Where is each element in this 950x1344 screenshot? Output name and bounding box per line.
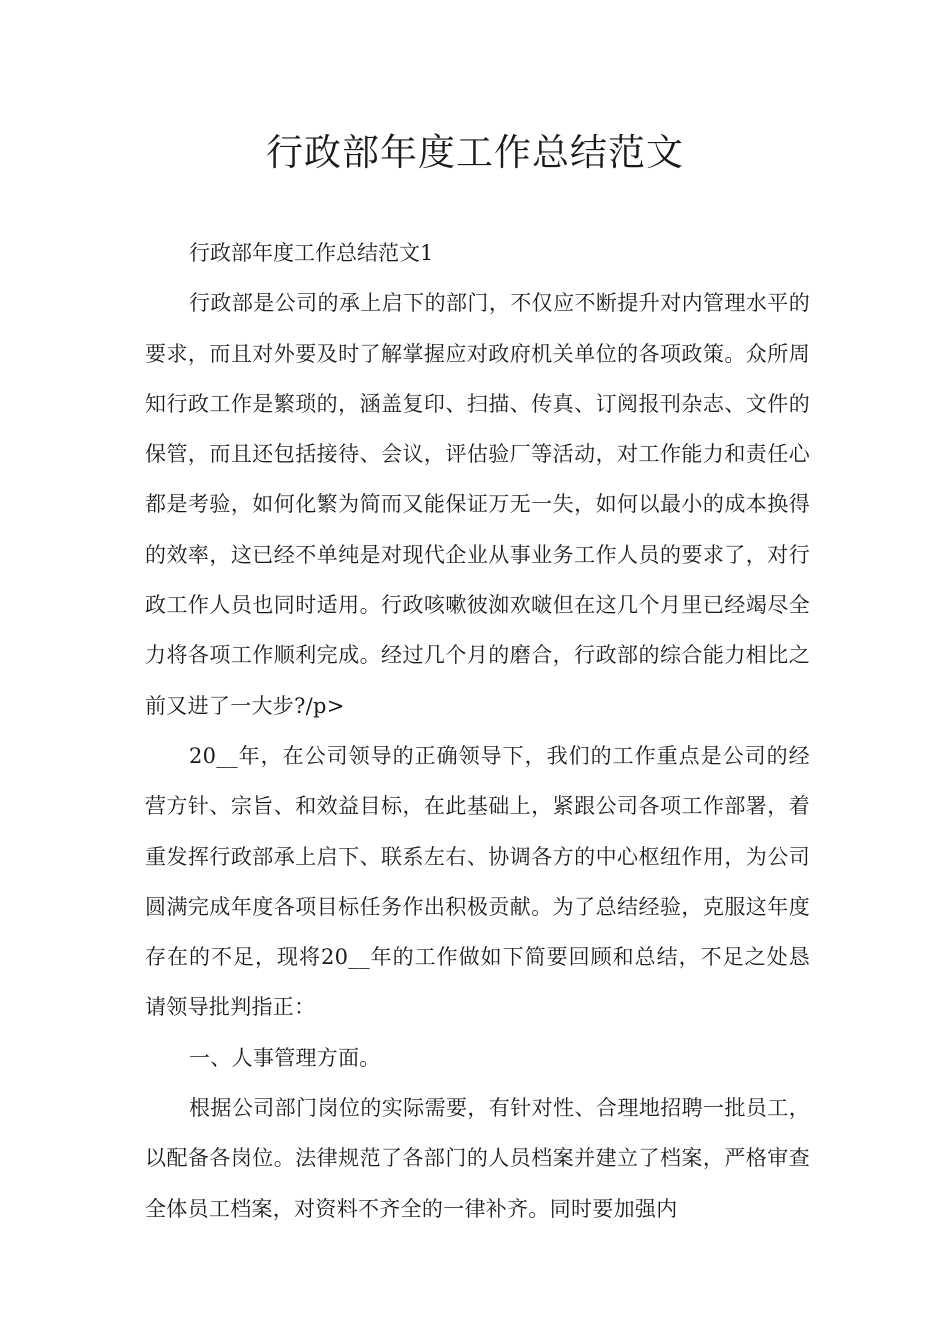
document-title: 行政部年度工作总结范文 xyxy=(266,131,684,174)
paragraph-hr: 根据公司部门岗位的实际需要，有针对性、合理地招聘一批员工，以配备各岗位。法律规范了各部门的人员档案并建立了档案，严格审查全体员工档案，对资料不齐全的一律补齐。同时要加强内 xyxy=(145,1096,810,1221)
paragraph-overview: 20__年，在公司领导的正确领导下，我们的工作重点是公司的经营方针、宗旨、和效益目标，在此基础上，紧跟公司各项工作部署，着重发挥行政部承上启下、联系左右、协调各方的中心枢纽作用，为公司圆满完成年度各项目标任务作出积极贡献。为了总结经验，克服这年度存在的不足，现将20__年的工作做如下简要回顾和总结，不足之处恳请领导批判指正： xyxy=(145,743,810,1020)
paragraph-intro: 行政部是公司的承上启下的部门，不仅应不断提升对内管理水平的要求，而且对外要及时了解掌握应对政府机关单位的各项政策。众所周知行政工作是繁琐的，涵盖复印、扫描、传真、订阅报刊杂志、文件的保管，而且还包括接待、会议，评估验厂等活动，对工作能力和责任心都是考验，如何化繁为简而又能保证万无一失，如何以最小的成本换得的效率，这已经不单纯是对现代企业从事业务工作人员的要求了，对行政工作人员也同时适用。行政咳嗽彼洳欢啵但在这几个月里已经竭尽全力将各项工作顺利完成。经过几个月的磨合，行政部的综合能力相比之前又进了一大步?/p> xyxy=(145,291,810,718)
section-subtitle: 行政部年度工作总结范文1 xyxy=(189,241,434,265)
document-body xyxy=(145,228,810,1234)
section-heading-hr: 一、人事管理方面。 xyxy=(189,1045,381,1070)
